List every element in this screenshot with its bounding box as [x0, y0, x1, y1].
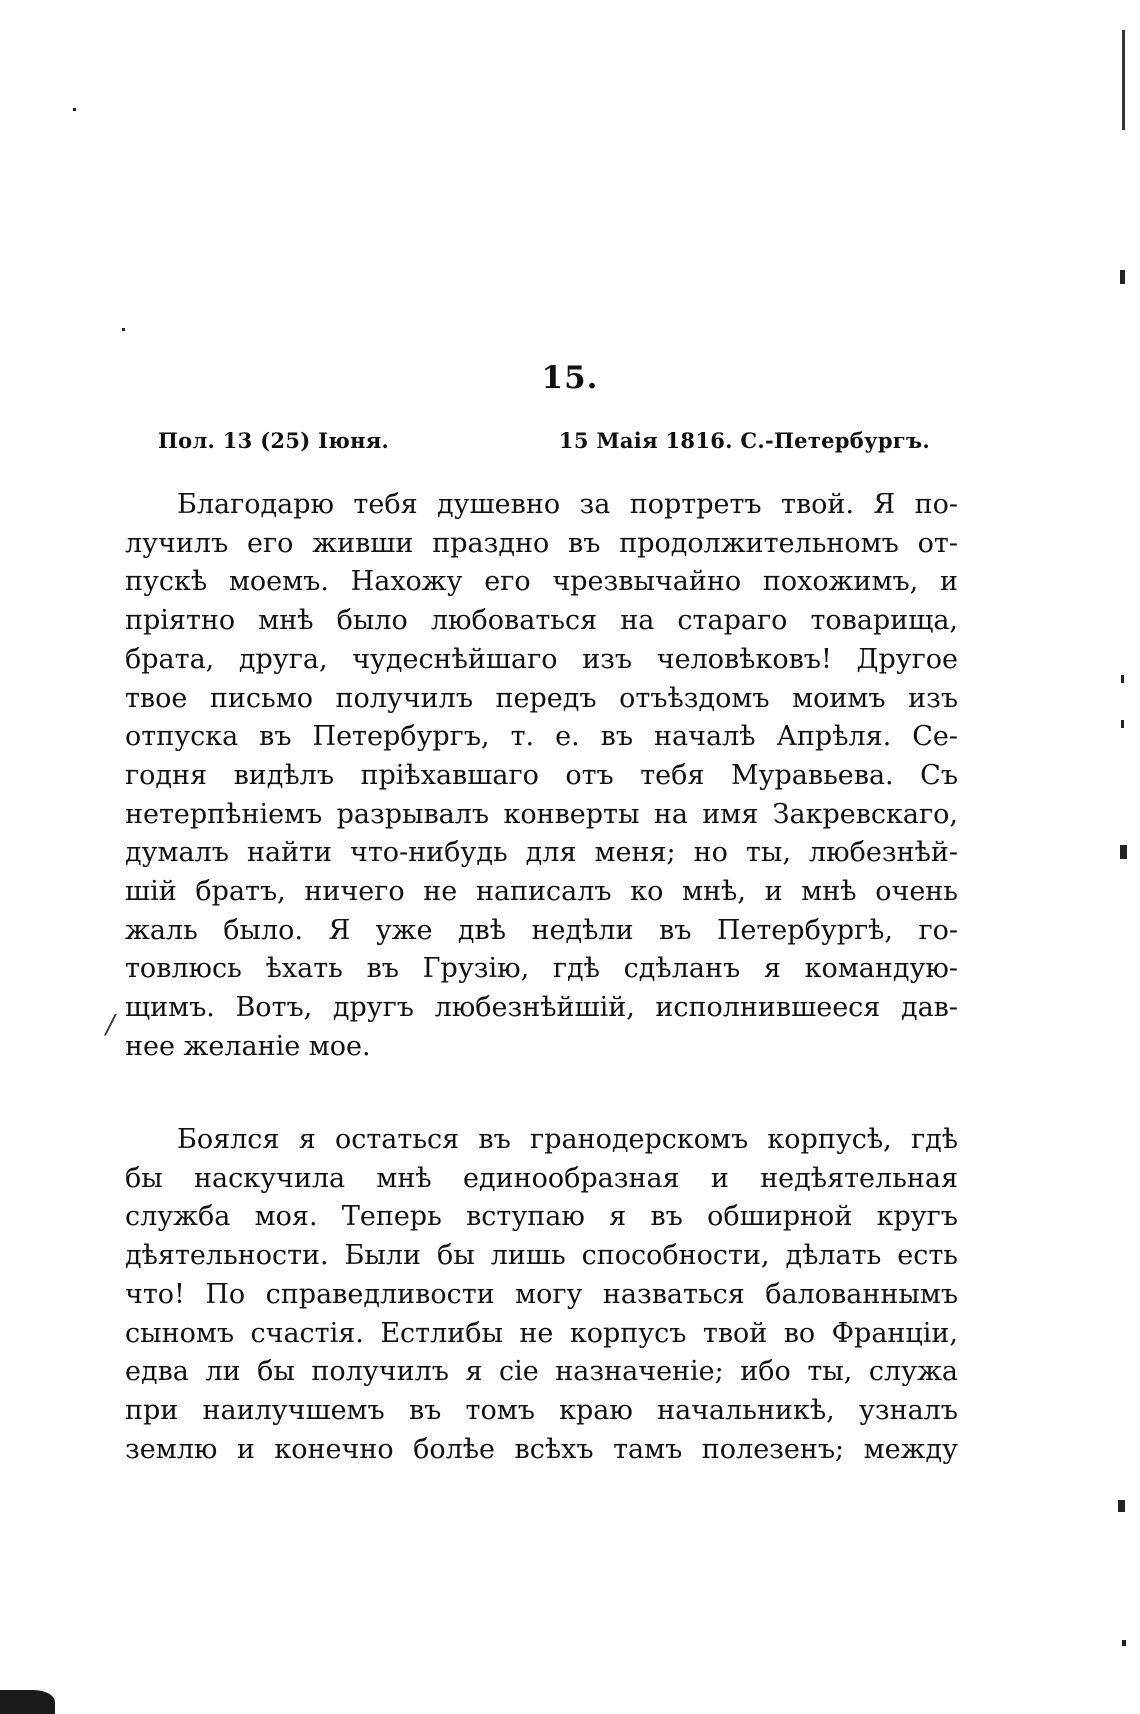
text-line: едва ли бы получилъ я сіе назначеніе; ибо ты, служа	[125, 1356, 958, 1388]
scan-speck	[1120, 845, 1127, 859]
scan-corner-blot	[0, 1690, 55, 1714]
scan-speck	[1118, 1500, 1125, 1512]
scan-speck	[122, 328, 125, 331]
text-line: пріятно мнѣ было любоваться на стараго товарища,	[125, 605, 958, 637]
text-line: дѣятельности. Были бы лишь способности, дѣлать есть	[125, 1240, 958, 1272]
received-note: Пол. 13 (25) Іюня.	[158, 428, 390, 453]
scan-edge-line	[1122, 30, 1125, 130]
text-line: Благодарю тебя душевно за портретъ твой. Я по-	[177, 489, 958, 520]
text-line: лучилъ его живши праздно въ продолжительномъ от-	[125, 527, 958, 559]
scan-speck	[1122, 1640, 1126, 1646]
paragraph-2	[125, 1121, 958, 1469]
scan-speck	[73, 108, 76, 111]
text-line: шій братъ, ничего не написалъ ко мнѣ, и мнѣ очень	[125, 876, 958, 908]
text-line: бы наскучила мнѣ единообразная и недѣятельная	[125, 1162, 958, 1194]
letter-number: 15.	[541, 360, 599, 396]
date-place: 15 Маія 1816. С.-Петербургъ.	[558, 428, 930, 453]
margin-bracket-mark: /	[106, 1010, 115, 1040]
paragraph-1	[125, 486, 958, 1067]
text-line: отпуска въ Петербургъ, т. е. въ началѣ Апрѣля. Се-	[125, 721, 958, 753]
scan-speck	[1121, 675, 1124, 683]
text-line: что! По справедливости могу назваться балованнымъ	[125, 1278, 958, 1310]
text-line: годня видѣлъ пріѣхавшаго отъ тебя Муравьева. Съ	[125, 759, 958, 791]
text-line: щимъ. Вотъ, другъ любезнѣйшій, исполнившееся дав-	[125, 992, 958, 1024]
text-line: при наилучшемъ въ томъ краю начальникѣ, узналъ	[125, 1394, 958, 1426]
text-line: землю и конечно болѣе всѣхъ тамъ полезенъ; между	[125, 1433, 958, 1465]
text-line: жаль было. Я уже двѣ недѣли въ Петербургѣ, го-	[125, 914, 958, 946]
text-line: пускѣ моемъ. Нахожу его чрезвычайно похожимъ, и	[125, 566, 958, 598]
text-line: товлюсь ѣхать въ Грузію, гдѣ сдѣланъ я командую-	[125, 953, 958, 985]
text-line: служба моя. Теперь вступаю я въ обширной кругъ	[125, 1201, 958, 1233]
text-line: твое письмо получилъ передъ отъѣздомъ моимъ изъ	[125, 682, 958, 714]
letter-header	[158, 428, 930, 453]
text-line: брата, друга, чудеснѣйшаго изъ человѣковъ! Другое	[125, 643, 958, 675]
text-line: сыномъ счастія. Естлибы не корпусъ твой во Франціи,	[125, 1317, 958, 1349]
text-line: Боялся я остаться въ гранодерскомъ корпусѣ, гдѣ	[177, 1124, 958, 1155]
scan-speck	[1120, 270, 1125, 284]
text-line: думалъ найти что-нибудь для меня; но ты, любезнѣй-	[125, 837, 958, 869]
text-line: нее желаніе мое.	[125, 1030, 371, 1062]
text-line: нетерпѣніемъ разрывалъ конверты на имя Закревскаго,	[125, 798, 958, 830]
scan-speck	[1121, 720, 1124, 728]
